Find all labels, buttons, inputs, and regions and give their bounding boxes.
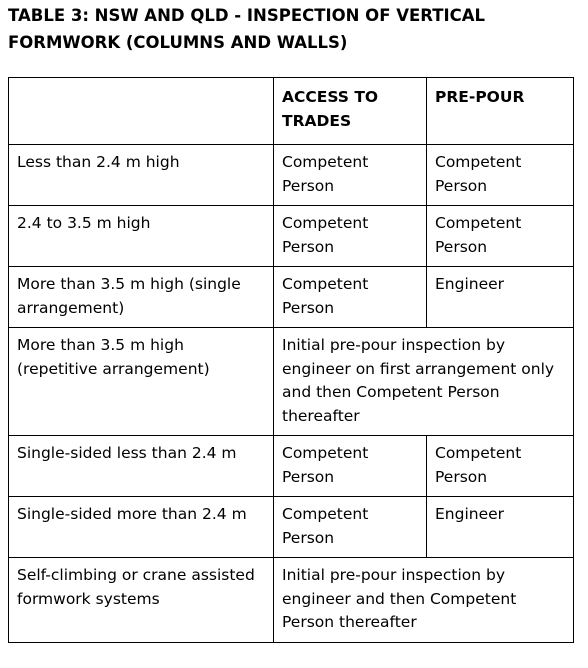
table-row: [9, 558, 574, 643]
prepour-cell: Competent Person: [427, 436, 574, 497]
access-cell: Competent Person: [274, 206, 427, 267]
condition-cell: Less than 2.4 m high: [9, 145, 274, 206]
condition-cell: 2.4 to 3.5 m high: [9, 206, 274, 267]
header-pre-pour: PRE-POUR: [427, 78, 574, 145]
prepour-cell: Competent Person: [427, 206, 574, 267]
access-cell: Competent Person: [274, 436, 427, 497]
header-condition: [9, 78, 274, 145]
access-cell: Competent Person: [274, 497, 427, 558]
header-access-to-trades: ACCESS TO TRADES: [274, 78, 427, 145]
prepour-cell: Engineer: [427, 267, 574, 328]
table-row: [9, 145, 574, 206]
merged-inspection-cell: Initial pre-pour inspection by engineer and then Competent Person thereafter: [274, 558, 574, 643]
table-row: [9, 497, 574, 558]
condition-cell: More than 3.5 m high (repetitive arrangement): [9, 328, 274, 436]
condition-cell: More than 3.5 m high (single arrangement): [9, 267, 274, 328]
condition-cell: Single-sided more than 2.4 m: [9, 497, 274, 558]
header-row: [9, 78, 574, 145]
condition-cell: Self-climbing or crane assisted formwork systems: [9, 558, 274, 643]
merged-inspection-cell: Initial pre-pour inspection by engineer on first arrangement only and then Competent Person thereafter: [274, 328, 574, 436]
table-title: TABLE 3: NSW AND QLD - INSPECTION OF VERTICAL FORMWORK (COLUMNS AND WALLS): [8, 6, 486, 52]
prepour-cell: Engineer: [427, 497, 574, 558]
condition-cell: Single-sided less than 2.4 m: [9, 436, 274, 497]
access-cell: Competent Person: [274, 145, 427, 206]
table-row: [9, 436, 574, 497]
table-row: [9, 328, 574, 436]
table-row: [9, 206, 574, 267]
prepour-cell: Competent Person: [427, 145, 574, 206]
access-cell: Competent Person: [274, 267, 427, 328]
inspection-table: [8, 77, 574, 643]
table-row: [9, 267, 574, 328]
